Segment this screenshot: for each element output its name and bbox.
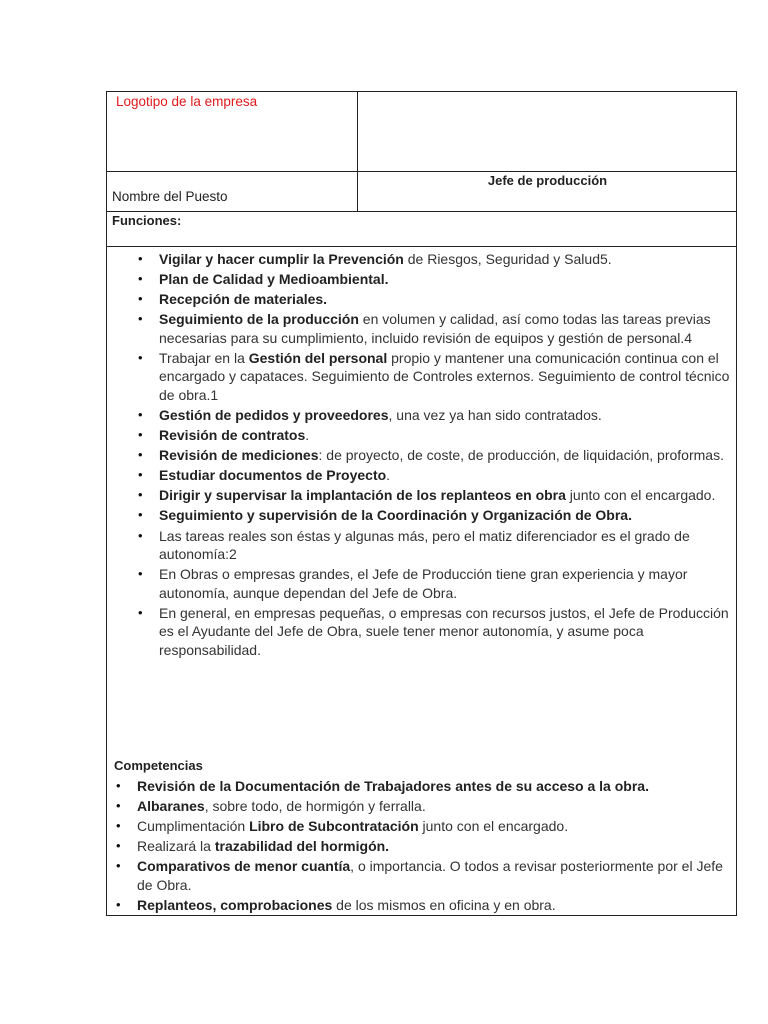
function-item-bold: Gestión del personal: [248, 349, 388, 366]
competency-item: [107, 857, 737, 894]
function-item-text: Las tareas reales son éstas y algunas más, pero el matiz diferenciador es el grado de autonomía:2: [159, 527, 690, 563]
functions-heading: Funciones:: [112, 213, 182, 228]
function-item: [107, 527, 737, 564]
competency-item: [107, 797, 737, 816]
function-item-text: en volumen y calidad, así como todas las tareas previas necesarias para su cumplimiento, incluido revisión de equipos y gestión de personal.4: [159, 311, 711, 346]
function-item-text: , una vez ya han sido contratados.: [388, 406, 602, 423]
company-logo-placeholder: Logotipo de la empresa: [116, 94, 258, 109]
competency-item-bold: Albaranes: [137, 798, 205, 815]
position-name-label: Nombre del Puesto: [112, 189, 228, 204]
function-item: [107, 506, 737, 525]
function-item: [107, 446, 737, 465]
function-item-bold: Plan de Calidad y Medioambiental.: [159, 271, 389, 288]
row-divider: [107, 171, 736, 172]
function-item-bold: Vigilar y hacer cumplir la Prevención: [159, 251, 404, 267]
competency-item: [107, 837, 737, 856]
function-item: [107, 290, 737, 309]
function-item-bold: Revisión de contratos: [159, 427, 306, 444]
function-item-text: En Obras o empresas grandes, el Jefe de Producción tiene gran experiencia y mayor autonomía, aunque dependan del Jefe de Obra.: [159, 566, 688, 601]
competency-item: [107, 817, 737, 836]
function-item-bold: Dirigir y supervisar la implantación de los replanteos en obra: [159, 487, 566, 504]
function-item: [107, 565, 737, 602]
competency-item: [107, 777, 737, 796]
functions-list: [107, 250, 737, 661]
function-item: [107, 486, 737, 505]
function-item-bold: Estudiar documentos de Proyecto: [159, 467, 387, 484]
function-item-text: En general, en empresas pequeñas, o empresas con recursos justos, el Jefe de Producción es el Ayudante del Jefe de Obra, suele tener menor autonomía, y asume poca responsabilidad.: [159, 604, 729, 658]
competency-item-bold: Libro de Subcontratación: [249, 818, 419, 835]
job-description-table: [106, 91, 737, 916]
function-item-bold: Revisión de mediciones: [159, 447, 319, 464]
function-item: [107, 604, 737, 660]
column-divider: [357, 92, 358, 212]
row-divider: [107, 211, 736, 212]
function-item-text: .: [386, 467, 391, 484]
competency-item-bold: Revisión de la Documentación de Trabajadores antes de su acceso a la obra.: [137, 778, 649, 794]
competency-item-text: Realizará la: [137, 838, 215, 855]
function-item-text: .: [305, 427, 310, 444]
function-item-text: junto con el encargado.: [565, 487, 716, 504]
competency-item-text: junto con el encargado.: [418, 818, 569, 835]
function-item: [107, 406, 737, 425]
function-item: [107, 270, 737, 289]
function-item-text: : de proyecto, de coste, de producción, de liquidación, proformas.: [318, 447, 724, 464]
competency-item-bold: trazabilidad del hormigón.: [214, 838, 390, 855]
function-item-bold: Seguimiento de la producción: [159, 311, 359, 328]
function-item-bold: Gestión de pedidos y proveedores: [159, 406, 389, 423]
competency-item-text: de los mismos en oficina y en obra.: [332, 896, 556, 913]
function-item: [107, 426, 737, 445]
function-item-text: de Riesgos, Seguridad y Salud5.: [403, 251, 612, 267]
competencies-list: [107, 777, 737, 916]
competency-item: [107, 896, 737, 915]
function-item-text: Trabajar en la: [159, 349, 249, 366]
competency-item-bold: Replanteos, comprobaciones: [137, 896, 333, 913]
row-divider: [107, 246, 736, 247]
function-item-bold: Seguimiento y supervisión de la Coordinación y Organización de Obra.: [159, 507, 632, 524]
function-item-text: propio y mantener una comunicación continua con el encargado y capataces. Seguimiento de Controles externos. Seguimiento de control técnico de obra.1: [159, 349, 730, 403]
function-item: [107, 349, 737, 405]
competency-item-text: , o importancia. O todos a revisar posteriormente por el Jefe de Obra.: [137, 858, 723, 893]
competencies-heading: Competencias: [114, 758, 203, 773]
position-name-value: Jefe de producción: [487, 173, 608, 188]
function-item: [107, 466, 737, 485]
function-item: [107, 250, 737, 269]
competency-item-text: Cumplimentación: [137, 818, 250, 835]
function-item-bold: Recepción de materiales.: [159, 291, 328, 308]
competency-item-text: , sobre todo, de hormigón y ferralla.: [204, 798, 426, 815]
function-item: [107, 310, 737, 347]
competency-item-bold: Comparativos de menor cuantía: [137, 858, 351, 875]
